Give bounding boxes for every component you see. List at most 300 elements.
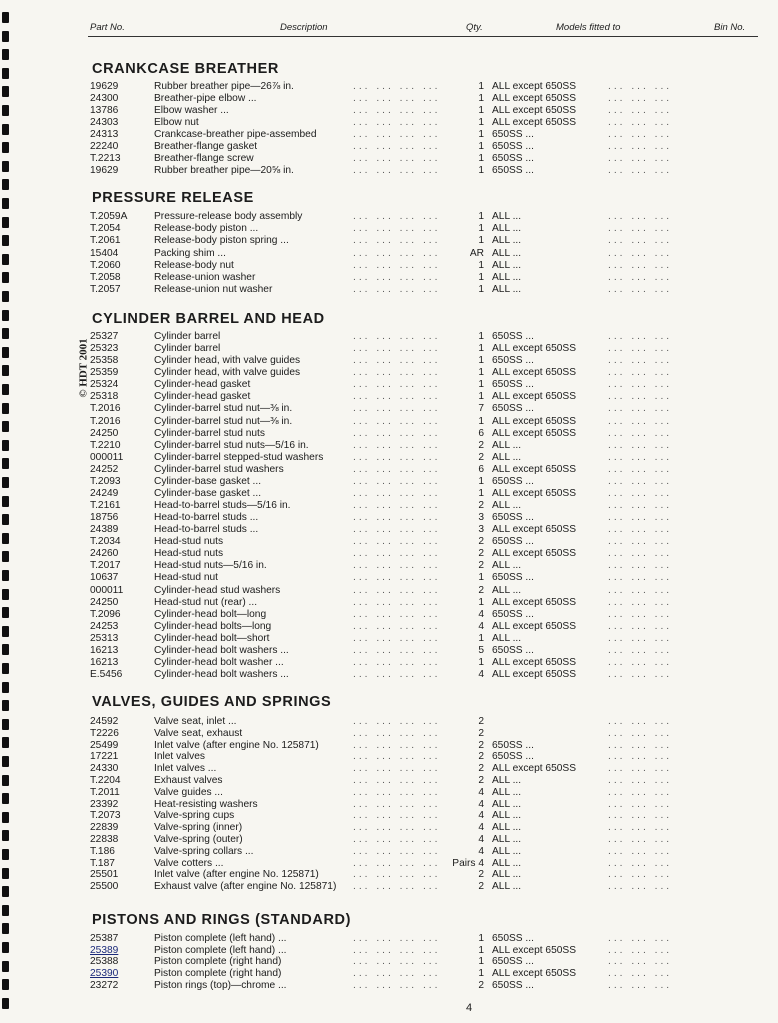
part-number: 25327: [90, 331, 119, 342]
parts-row: [88, 763, 758, 775]
part-description: Cylinder head, with valve guides: [154, 355, 301, 367]
part-number: 24592: [90, 716, 119, 727]
leader-dots: ... ... ... ...: [353, 727, 441, 739]
leader-dots: ... ... ...: [608, 763, 673, 775]
part-description: Pressure-release body assembly: [154, 211, 303, 222]
parts-row: [88, 621, 758, 633]
binding-hole: [2, 198, 9, 209]
quantity: 4: [478, 786, 484, 798]
header-models: Models fitted to: [556, 22, 621, 33]
part-description: Cylinder-barrel stud nut—⅜ in.: [154, 415, 293, 427]
parts-row: [88, 609, 758, 621]
leader-dots: ... ... ... ...: [353, 857, 441, 869]
parts-row: [88, 858, 758, 870]
leader-dots: ... ... ...: [608, 463, 673, 475]
quantity: 1: [478, 968, 484, 980]
binding-hole: [2, 31, 9, 42]
leader-dots: ... ... ... ...: [353, 632, 441, 644]
models-fitted: ALL ...: [492, 632, 522, 644]
binding-hole: [2, 291, 9, 302]
models-fitted: 650SS ...: [492, 608, 534, 620]
models-fitted: ALL except 650SS: [492, 427, 577, 439]
binding-hole: [2, 793, 9, 804]
models-fitted: ALL ...: [492, 786, 522, 798]
parts-row: [88, 980, 758, 992]
part-number: T.2016: [90, 415, 121, 427]
leader-dots: ... ... ...: [608, 620, 673, 632]
part-number: 15404: [90, 247, 119, 259]
leader-dots: ... ... ...: [608, 223, 673, 235]
part-number: 24260: [90, 548, 119, 560]
part-description: Breather-flange screw: [154, 153, 254, 165]
leader-dots: ... ... ... ...: [353, 355, 441, 367]
binding-hole: [2, 86, 9, 97]
models-fitted: ALL ...: [492, 247, 522, 259]
leader-dots: ... ... ...: [608, 727, 673, 739]
leader-dots: ... ... ...: [608, 669, 673, 680]
leader-dots: ... ... ... ...: [353, 608, 441, 620]
part-number: T.186: [90, 845, 115, 857]
parts-row: [88, 141, 758, 153]
binding-hole: [2, 142, 9, 153]
binding-hole: [2, 886, 9, 897]
part-description: Valve-spring (inner): [154, 822, 243, 834]
leader-dots: ... ... ...: [608, 845, 673, 857]
part-number: 22240: [90, 141, 119, 153]
parts-row: [88, 645, 758, 657]
leader-dots: ... ... ... ...: [353, 475, 441, 487]
binding-hole: [2, 514, 9, 525]
models-fitted: ALL except 650SS: [492, 463, 577, 475]
part-description: Cylinder-head bolt washers ...: [154, 669, 289, 680]
leader-dots: ... ... ...: [608, 117, 673, 129]
binding-hole: [2, 235, 9, 246]
models-fitted: ALL ...: [492, 857, 522, 869]
quantity: 1: [478, 475, 484, 487]
binding-hole: [2, 12, 9, 23]
part-description: Cylinder-head gasket: [154, 379, 251, 391]
parts-row: [88, 728, 758, 740]
parts-row: [88, 945, 758, 957]
leader-dots: ... ... ...: [608, 427, 673, 439]
parts-row: [88, 165, 758, 177]
quantity: 1: [478, 343, 484, 355]
models-fitted: ALL ...: [492, 810, 522, 822]
part-number: 24389: [90, 524, 119, 536]
part-number: 24253: [90, 620, 119, 632]
leader-dots: ... ... ... ...: [353, 512, 441, 523]
part-description: Heat-resisting washers: [154, 798, 258, 810]
parts-row: [88, 367, 758, 379]
leader-dots: ... ... ... ...: [353, 845, 441, 857]
models-fitted: 650SS ...: [492, 331, 534, 342]
leader-dots: ... ... ...: [608, 608, 673, 620]
part-number: T.187: [90, 857, 115, 869]
parts-row: [88, 223, 758, 235]
part-number: 25387: [90, 933, 119, 944]
part-description: Breather-pipe elbow ...: [154, 93, 257, 104]
quantity: 2: [478, 739, 484, 751]
quantity: 1: [478, 572, 484, 584]
header-qty: Qty.: [466, 22, 483, 33]
models-fitted: ALL ...: [492, 869, 522, 881]
binding-hole: [2, 644, 9, 655]
binding-hole: [2, 700, 9, 711]
leader-dots: ... ... ... ...: [353, 834, 441, 845]
quantity: AR: [469, 247, 484, 259]
parts-row: [88, 464, 758, 476]
binding-hole: [2, 942, 9, 953]
models-fitted: ALL ...: [492, 798, 522, 810]
models-fitted: 650SS ...: [492, 979, 534, 991]
parts-row: [88, 846, 758, 858]
part-number: 19629: [90, 81, 119, 92]
leader-dots: ... ... ... ...: [353, 763, 441, 775]
leader-dots: ... ... ... ...: [353, 463, 441, 475]
leader-dots: ... ... ... ...: [353, 739, 441, 751]
leader-dots: ... ... ... ...: [353, 869, 441, 881]
leader-dots: ... ... ...: [608, 487, 673, 499]
parts-row: [88, 548, 758, 560]
quantity: 6: [478, 463, 484, 475]
leader-dots: ... ... ...: [608, 259, 673, 271]
quantity: 1: [478, 235, 484, 247]
part-description: Piston complete (right hand): [154, 956, 282, 968]
quantity: 7: [478, 403, 484, 415]
quantity: 2: [478, 536, 484, 548]
leader-dots: ... ... ... ...: [353, 439, 441, 451]
parts-row: [88, 500, 758, 512]
part-description: Rubber breather pipe—26⅞ in.: [154, 81, 294, 92]
models-fitted: ALL except 650SS: [492, 596, 577, 608]
leader-dots: ... ... ... ...: [353, 548, 441, 560]
leader-dots: ... ... ... ...: [353, 153, 441, 165]
binding-hole: [2, 607, 9, 618]
part-description: Crankcase-breather pipe-assembed: [154, 129, 317, 141]
models-fitted: 650SS ...: [492, 751, 534, 763]
part-number: 18756: [90, 512, 119, 523]
quantity: 1: [478, 933, 484, 944]
leader-dots: ... ... ...: [608, 367, 673, 379]
models-fitted: ALL ...: [492, 451, 522, 463]
models-fitted: ALL except 650SS: [492, 93, 577, 104]
page-number: 4: [466, 1002, 473, 1014]
models-fitted: ALL except 650SS: [492, 343, 577, 355]
parts-row: [88, 881, 758, 893]
part-number: T.2210: [90, 439, 121, 451]
parts-row: [88, 740, 758, 752]
binding-hole: [2, 849, 9, 860]
part-number: 10637: [90, 572, 119, 584]
quantity: 1: [478, 153, 484, 165]
quantity: 2: [478, 716, 484, 727]
part-number: 16213: [90, 656, 119, 668]
quantity: 1: [478, 81, 484, 92]
leader-dots: ... ... ... ...: [353, 584, 441, 596]
quantity: 2: [478, 560, 484, 572]
part-number: T2226: [90, 727, 119, 739]
section-heading: CYLINDER BARREL AND HEAD: [92, 311, 325, 327]
leader-dots: ... ... ... ...: [353, 596, 441, 608]
parts-row: [88, 669, 758, 681]
parts-row: [88, 379, 758, 391]
leader-dots: ... ... ...: [608, 247, 673, 259]
part-number: 24300: [90, 93, 119, 104]
part-number: T.2096: [90, 608, 121, 620]
leader-dots: ... ... ... ...: [353, 259, 441, 271]
quantity: 1: [478, 331, 484, 342]
parts-row: [88, 403, 758, 415]
part-number: T.2061: [90, 235, 121, 247]
quantity: 4: [478, 798, 484, 810]
leader-dots: ... ... ... ...: [353, 223, 441, 235]
part-number: E.5456: [90, 669, 123, 680]
quantity: 2: [478, 500, 484, 511]
binding-hole: [2, 682, 9, 693]
quantity: 2: [478, 751, 484, 763]
parts-row: [88, 93, 758, 105]
part-number: T.2204: [90, 775, 121, 786]
parts-row: [88, 331, 758, 343]
leader-dots: ... ... ...: [608, 644, 673, 656]
models-fitted: ALL ...: [492, 834, 522, 845]
leader-dots: ... ... ... ...: [353, 379, 441, 391]
leader-dots: ... ... ...: [608, 415, 673, 427]
leader-dots: ... ... ...: [608, 272, 673, 283]
leader-dots: ... ... ... ...: [353, 247, 441, 259]
leader-dots: ... ... ... ...: [353, 367, 441, 379]
part-number: T.2017: [90, 560, 121, 572]
quantity: 1: [478, 93, 484, 104]
leader-dots: ... ... ...: [608, 584, 673, 596]
binding-hole: [2, 403, 9, 414]
part-description: Cylinder-barrel stud nuts: [154, 427, 265, 439]
models-fitted: ALL except 650SS: [492, 656, 577, 668]
parts-row: [88, 560, 758, 572]
leader-dots: ... ... ...: [608, 355, 673, 367]
leader-dots: ... ... ...: [608, 834, 673, 845]
parts-row: [88, 260, 758, 272]
leader-dots: ... ... ...: [608, 211, 673, 222]
part-number: 13786: [90, 105, 119, 117]
quantity: 1: [478, 272, 484, 283]
parts-row: [88, 235, 758, 247]
section-heading: PISTONS AND RINGS (STANDARD): [92, 912, 352, 928]
part-description: Valve-spring (outer): [154, 834, 243, 845]
quantity: 4: [478, 845, 484, 857]
parts-row: [88, 572, 758, 584]
leader-dots: ... ... ...: [608, 439, 673, 451]
quantity: 1: [478, 129, 484, 141]
part-description: Valve cotters ...: [154, 857, 224, 869]
quantity: 2: [478, 727, 484, 739]
part-description: Piston complete (left hand) ...: [154, 944, 287, 956]
leader-dots: ... ... ...: [608, 512, 673, 523]
part-number: 22839: [90, 822, 119, 834]
part-description: Cylinder-barrel stud washers: [154, 463, 284, 475]
leader-dots: ... ... ... ...: [353, 343, 441, 355]
part-number: 24330: [90, 763, 119, 775]
part-description: Cylinder-head bolt—long: [154, 608, 267, 620]
parts-row: [88, 524, 758, 536]
leader-dots: ... ... ... ...: [353, 716, 441, 727]
leader-dots: ... ... ...: [608, 810, 673, 822]
binding-hole: [2, 979, 9, 990]
parts-row: [88, 248, 758, 260]
parts-row: [88, 428, 758, 440]
leader-dots: ... ... ... ...: [353, 235, 441, 247]
quantity: 4: [478, 669, 484, 680]
part-description: Cylinder-base gasket ...: [154, 475, 262, 487]
binding-hole: [2, 551, 9, 562]
part-number: T.2011: [90, 786, 120, 798]
models-fitted: ALL ...: [492, 272, 522, 283]
parts-row: [88, 153, 758, 165]
leader-dots: ... ... ... ...: [353, 81, 441, 92]
part-description: Cylinder-head bolt washers ...: [154, 644, 289, 656]
models-fitted: ALL ...: [492, 775, 522, 786]
leader-dots: ... ... ...: [608, 968, 673, 980]
leader-dots: ... ... ... ...: [353, 572, 441, 584]
parts-row: [88, 416, 758, 428]
part-number: 24250: [90, 427, 119, 439]
binding-hole: [2, 179, 9, 190]
section-heading: CRANKCASE BREATHER: [92, 61, 279, 77]
quantity: 1: [478, 956, 484, 968]
part-description: Rubber breather pipe—20⅝ in.: [154, 165, 294, 177]
header-bin: Bin No.: [714, 22, 746, 33]
binding-hole: [2, 365, 9, 376]
parts-row: [88, 933, 758, 945]
part-description: Inlet valves ...: [154, 763, 217, 775]
part-description: Inlet valves: [154, 751, 205, 763]
leader-dots: ... ... ... ...: [353, 775, 441, 786]
parts-row: [88, 869, 758, 881]
leader-dots: ... ... ... ...: [353, 822, 441, 834]
part-description: Head-to-barrel studs ...: [154, 524, 259, 536]
parts-list-page: [77, 0, 758, 1023]
part-number: 19629: [90, 165, 119, 177]
models-fitted: ALL except 650SS: [492, 944, 577, 956]
quantity: 2: [478, 451, 484, 463]
quantity: 2: [478, 881, 484, 893]
models-fitted: 650SS ...: [492, 153, 534, 165]
leader-dots: ... ... ...: [608, 379, 673, 391]
models-fitted: 650SS ...: [492, 355, 534, 367]
quantity: 4: [478, 834, 484, 845]
quantity: 4: [478, 822, 484, 834]
parts-row: [88, 536, 758, 548]
parts-row: [88, 585, 758, 597]
quantity: 1: [478, 141, 484, 153]
part-description: Exhaust valve (after engine No. 125871): [154, 881, 337, 893]
leader-dots: ... ... ...: [608, 739, 673, 751]
binding-hole: [2, 347, 9, 358]
leader-dots: ... ... ...: [608, 933, 673, 944]
part-description: Cylinder head, with valve guides: [154, 367, 301, 379]
binding-hole: [2, 923, 9, 934]
binding-hole: [2, 124, 9, 135]
models-fitted: 650SS ...: [492, 129, 534, 141]
part-number: 24250: [90, 596, 119, 608]
models-fitted: ALL except 650SS: [492, 81, 577, 92]
part-number: 23392: [90, 798, 119, 810]
models-fitted: 650SS ...: [492, 644, 534, 656]
part-description: Cylinder-head bolt—short: [154, 632, 270, 644]
binding-hole: [2, 161, 9, 172]
leader-dots: ... ... ...: [608, 822, 673, 834]
parts-row: [88, 968, 758, 980]
leader-dots: ... ... ...: [608, 775, 673, 786]
part-number: 24249: [90, 487, 119, 499]
leader-dots: ... ... ... ...: [353, 284, 441, 296]
part-description: Release-union nut washer: [154, 284, 273, 296]
part-description: Breather-flange gasket: [154, 141, 258, 153]
part-number: 16213: [90, 644, 119, 656]
leader-dots: ... ... ...: [608, 235, 673, 247]
quantity: 1: [478, 391, 484, 403]
quantity: 1: [478, 117, 484, 129]
part-number: 17221: [90, 751, 119, 763]
leader-dots: ... ... ...: [608, 751, 673, 763]
quantity: 2: [478, 979, 484, 991]
binding-hole: [2, 533, 9, 544]
part-number: T.2073: [90, 810, 121, 822]
leader-dots: ... ... ... ...: [353, 979, 441, 991]
models-fitted: ALL except 650SS: [492, 669, 577, 680]
leader-dots: ... ... ...: [608, 500, 673, 511]
part-description: Head-stud nut (rear) ...: [154, 596, 258, 608]
leader-dots: ... ... ...: [608, 857, 673, 869]
leader-dots: ... ... ...: [608, 716, 673, 727]
binding-hole: [2, 570, 9, 581]
leader-dots: ... ... ...: [608, 391, 673, 403]
header-part-no: Part No.: [90, 22, 125, 33]
section-heading: PRESSURE RELEASE: [92, 190, 254, 206]
leader-dots: ... ... ...: [608, 331, 673, 342]
leader-dots: ... ... ...: [608, 869, 673, 881]
part-description: Release-body nut: [154, 259, 234, 271]
part-description: Cylinder barrel: [154, 343, 221, 355]
part-description: Head-to-barrel studs ...: [154, 512, 259, 523]
leader-dots: ... ... ... ...: [353, 786, 441, 798]
binding-hole: [2, 105, 9, 116]
binding-hole: [2, 626, 9, 637]
quantity: 3: [478, 512, 484, 523]
leader-dots: ... ... ... ...: [353, 331, 441, 342]
section-heading: VALVES, GUIDES AND SPRINGS: [92, 694, 332, 710]
leader-dots: ... ... ... ...: [353, 117, 441, 129]
binding-hole: [2, 663, 9, 674]
quantity: 1: [478, 223, 484, 235]
leader-dots: ... ... ... ...: [353, 415, 441, 427]
leader-dots: ... ... ... ...: [353, 211, 441, 222]
part-number: T.2054: [90, 223, 121, 235]
part-number: 24313: [90, 129, 119, 141]
parts-row: [88, 822, 758, 834]
part-description: Cylinder-head gasket: [154, 391, 251, 403]
part-number: 25359: [90, 367, 119, 379]
quantity: 6: [478, 427, 484, 439]
leader-dots: ... ... ...: [608, 956, 673, 968]
part-description: Packing shim ...: [154, 247, 226, 259]
leader-dots: ... ... ...: [608, 944, 673, 956]
parts-row: [88, 81, 758, 93]
leader-dots: ... ... ... ...: [353, 391, 441, 403]
models-fitted: ALL except 650SS: [492, 487, 577, 499]
leader-dots: ... ... ... ...: [353, 93, 441, 104]
leader-dots: ... ... ...: [608, 979, 673, 991]
